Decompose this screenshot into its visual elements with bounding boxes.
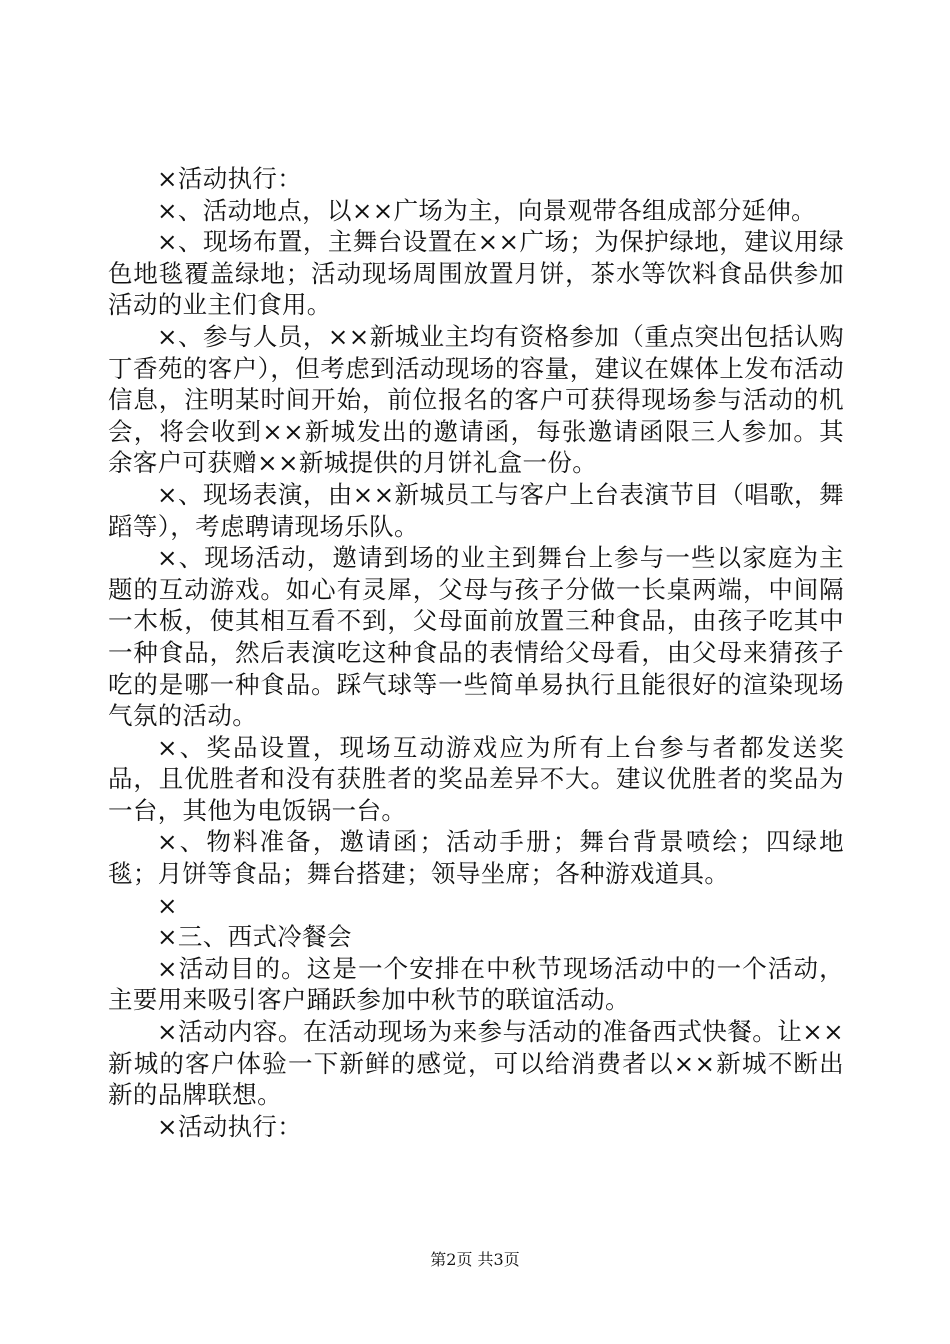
document-body [108, 163, 844, 1142]
paragraph-prizes: ×、奖品设置，现场互动游戏应为所有上台参与者都发送奖品，且优胜者和没有获胜者的奖品差异不大。建议优胜者的奖品为一台，其他为电饭锅一台。 [108, 732, 844, 825]
paragraph-participants: ×、参与人员，××新城业主均有资格参加（重点突出包括认购丁香苑的客户），但考虑到活动现场的容量，建议在媒体上发布活动信息，注明某时间开始，前位报名的客户可获得现场参与活动的机会，将会收到××新城发出的邀请函，每张邀请函限三人参加。其余客户可获赠××新城提供的月饼礼盒一份。 [108, 321, 844, 478]
paragraph-activity-content: ×活动内容。在活动现场为来参与活动的准备西式快餐。让××新城的客户体验一下新鲜的感觉，可以给消费者以××新城不断出新的品牌联想。 [108, 1017, 844, 1110]
page-number-footer: 第2页 共3页 [430, 1250, 520, 1269]
paragraph-activity-purpose: ×活动目的。这是一个安排在中秋节现场活动中的一个活动，主要用来吸引客户踊跃参加中秋节的联谊活动。 [108, 953, 844, 1015]
paragraph-blank-marker: × [157, 890, 178, 920]
paragraph-on-site-activities: ×、现场活动，邀请到场的业主到舞台上参与一些以家庭为主题的互动游戏。如心有灵犀，父母与孩子分做一长桌两端，中间隔一木板，使其相互看不到，父母面前放置三种食品，由孩子吃其中一种食品，然后表演吃这种食品的表情给父母看，由父母来猜孩子吃的是哪一种食品。踩气球等一些简单易执行且能很好的渲染现场气氛的活动。 [108, 543, 844, 731]
paragraph-site-layout: ×、现场布置，主舞台设置在××广场；为保护绿地，建议用绿色地毯覆盖绿地；活动现场周围放置月饼，茶水等饮料食品供参加活动的业主们食用。 [108, 227, 844, 320]
paragraph-activity-execution-heading: ×活动执行： [157, 164, 303, 193]
paragraph-performance: ×、现场表演，由××新城员工与客户上台表演节目（唱歌，舞蹈等），考虑聘请现场乐队。 [108, 479, 844, 541]
section-heading-western-buffet: ×三、西式冷餐会 [157, 922, 352, 952]
paragraph-activity-execution-heading-2: ×活动执行： [157, 1111, 303, 1141]
paragraph-materials: ×、物料准备，邀请函；活动手册；舞台背景喷绘；四绿地毯；月饼等食品；舞台搭建；领导坐席；各种游戏道具。 [108, 827, 844, 889]
paragraph-venue: ×、活动地点，以××广场为主，向景观带各组成部分延伸。 [157, 195, 817, 225]
